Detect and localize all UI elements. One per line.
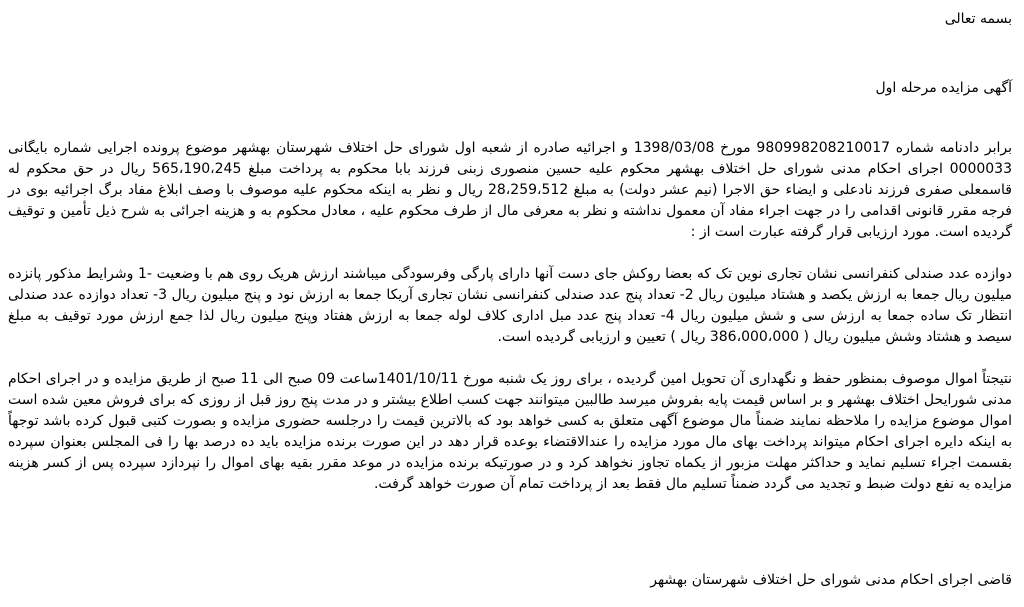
signature-line: قاضی اجرای احکام مدنی شورای حل اختلاف شهرستان بهشهر [650, 572, 1012, 588]
invocation-heading: بسمه تعالی [944, 11, 1012, 27]
paragraph-case-details: برابر دادنامه شماره 980998208210017 مورخ 1398/03/08 و اجرائیه صادره از شعبه اول شورای حل اختلاف شهرستان بهشهر موضوع پرونده اجرایی شماره بایگانی 0000033 اجرای احکام مدنی شورای حل اختلاف بهشهر محکوم علیه حسین منصوری زبنی فرزند بابا محکوم به پرداخت مبلغ 565،190،245 ریال در حق محکوم له قاسمعلی صفری فرزند نادعلی و ایضاء حق الاجرا (نیم عشر دولت) به مبلغ 28،259،512 ریال و نظر به اینکه محکوم علیه موصوف با وصف ابلاغ مفاد برگ اجرائیه بوی در فرجه مقرر قانونی اقدامی را در جهت اجراء مفاد آن معمول نداشته و نظر به معرفی مال از طرف محکوم علیه ، معادل محکوم به و هزینه اجرائی به شرح ذیل تأمین و توقیف گردیده است. مورد ارزیابی قرار گرفته عبارت است از : [8, 140, 1012, 240]
paragraph-auction-terms: نتیجتاً اموال موصوف بمنظور حفظ و نگهداری آن تحویل امین گردیده ، برای روز یک شنبه مورخ 1401/10/11ساعت 09 صبح الی 11 صبح از طریق مزایده و در اجرای احکام مدنی شورایحل اختلاف بهشهر و بر اساس قیمت پایه بفروش میرسد طالبین میتوانند جهت کسب اطلاع بیشتر و در مدت پنج روز قبل از روزی که برای فروش معین شده است اموال موضوع مزایده را ملاحظه نمایند ضمناً مال موضوع آگهی متعلق به کسی خواهد بود که بالاترین قیمت را درجلسه حضوری مزایده و بصورت کتبی قبول کرده باشد توجهاً به اینکه دایره اجرای احکام میتواند پرداخت بهای مال مورد مزایده را عندالاقتضاء بوعده قرار دهد در این صورت برنده مزایده باید ده درصد بها را فی المجلس بعنوان سپرده بقسمت اجراء تسلیم نماید و حداکثر مهلت مزبور از یکماه تجاوز نخواهد کرد و در صورتیکه برنده مزایده در موعد مقرر بقیه بهای اموال را نپردازد سپرده پس از کسر هزینه مزایده به نفع دولت ضبط و تجدید می گردد ضمناً تسلیم مال فقط بعد از پرداخت تمام آن صورت خواهد گرفت. [8, 371, 1013, 492]
notice-title: آگهی مزایده مرحله اول [875, 80, 1012, 96]
paragraph-seized-items: دوازده عدد صندلی کنفرانسی نشان تجاری نوین تک که بعضا روکش جای دست آنها دارای پارگی وفرسودگی میباشند ارزش هریک روی هم با وضعیت -1 وشرایط مذکور پانزده میلیون ریال جمعا به ارزش یکصد و هشتاد میلیون ریال 2- تعداد پنج عدد صندلی کنفرانسی نشان تجاری آریکا جمعا به ارزش نود و پنج میلیون ریال 3- تعداد دوازده عدد صندلی انتظار تک ساده جمعا به ارزش سی و شش میلیون ریال 4- تعداد پنج عدد مبل اداری کلاف لوله جمعا به ارزش هفتاد وپنج میلیون ریال لذا جمع ارزش مورد توقیف به مبلغ سیصد و هشتاد وشش میلیون ریال ( 386،000،000 ریال ) تعیین و ارزیابی گردیده است. [8, 266, 1013, 345]
